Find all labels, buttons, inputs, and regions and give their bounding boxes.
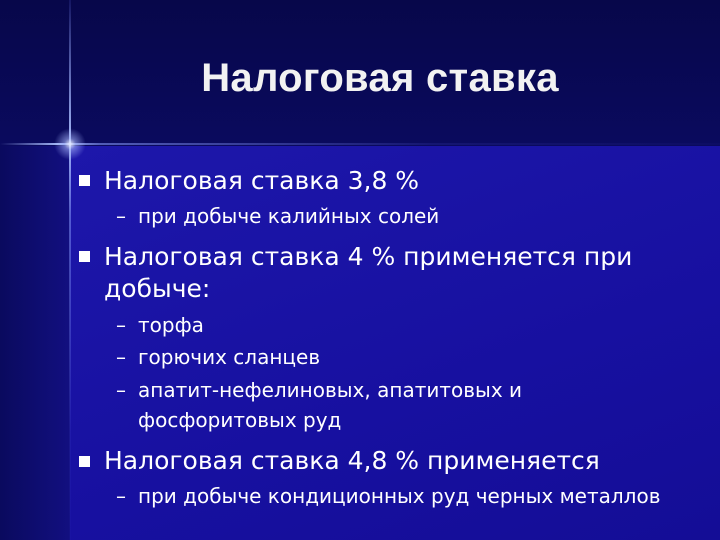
sub-bullet-text-line1: апатит-нефелиновых, апатитовых и [138,378,523,402]
sparkle-star-icon [54,128,86,160]
dash-marker: – [116,345,126,369]
dash-marker: – [116,378,126,402]
dash-marker: – [116,204,126,228]
bullet-text: Налоговая ставка 4,8 % применяется [104,446,600,475]
slide-title: Налоговая ставка [201,56,559,100]
dash-marker: – [116,313,126,337]
sub-bullet-text: торфа [138,313,204,337]
bullet-text-line1: Налоговая ставка 4 % применяется при [104,242,633,271]
bullet-square-icon [79,456,90,467]
sub-bullet-text-line2: фосфоритовых руд [138,408,342,432]
dash-marker: – [116,484,126,508]
bullet-text: Налоговая ставка 3,8 % [104,166,420,195]
bullet-square-icon [79,175,90,186]
background-left-band [0,146,70,540]
sub-bullet-text: горючих сланцев [138,345,321,369]
sub-bullet-text: при добыче калийных солей [138,204,440,228]
sparkle-horizontal-line [0,143,720,145]
sub-bullet-text: при добыче кондиционных руд черных металлов [138,484,661,508]
bullet-text-line2: добыче: [104,274,211,303]
bullet-square-icon [79,251,90,262]
